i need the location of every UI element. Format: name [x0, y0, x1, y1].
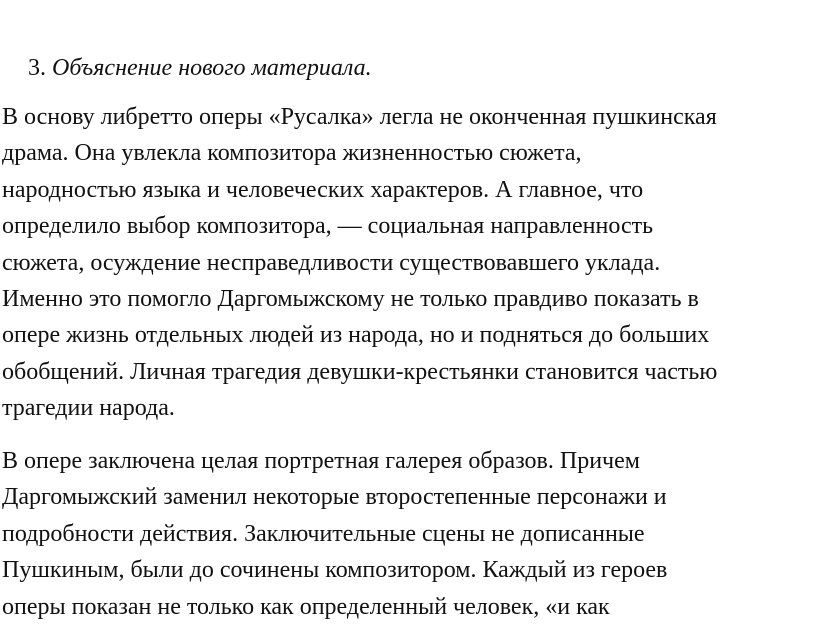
paragraph-line: трагедии народа.	[2, 395, 175, 422]
paragraph-line: народностью языка и человеческих характеров. А главное, что	[2, 176, 644, 203]
paragraph-line: Именно это помогло Даргомыжскому не только правдиво показать в	[2, 286, 699, 313]
paragraph-line: опере жизнь отдельных людей из народа, но и подняться до больших	[2, 322, 710, 349]
paragraph-line: В опере заключена целая портретная галерея образов. Причем	[2, 448, 640, 474]
paragraph-1	[2, 99, 814, 427]
paragraph-line: Даргомыжский заменил некоторые второстепенные персонажи и	[2, 484, 667, 511]
paragraph-line: подробности действия. Заключительные сцены не дописанные	[2, 520, 645, 547]
paragraph-line: Пушкиным, были до сочинены композитором. Каждый из героев	[2, 557, 668, 584]
paragraph-line: драма. Она увлекла композитора жизненностью сюжета,	[2, 140, 582, 167]
paragraph-line: В основу либретто оперы «Русалка» легла не оконченная пушкинская	[2, 104, 717, 130]
section-title: Объяснение нового материала.	[52, 55, 372, 81]
paragraph-line: определило выбор композитора, — социальная направленность	[2, 213, 654, 240]
section-heading	[28, 52, 372, 84]
section-number: 3.	[28, 55, 46, 81]
paragraph-line: сюжета, осуждение несправедливости существовавшего уклада.	[2, 249, 661, 276]
paragraph-2	[2, 443, 814, 625]
paragraph-line: обобщений. Личная трагедия девушки-крестьянки становится частью	[2, 358, 718, 385]
paragraph-line: оперы показан не только как определенный человек, «и как	[2, 593, 610, 620]
